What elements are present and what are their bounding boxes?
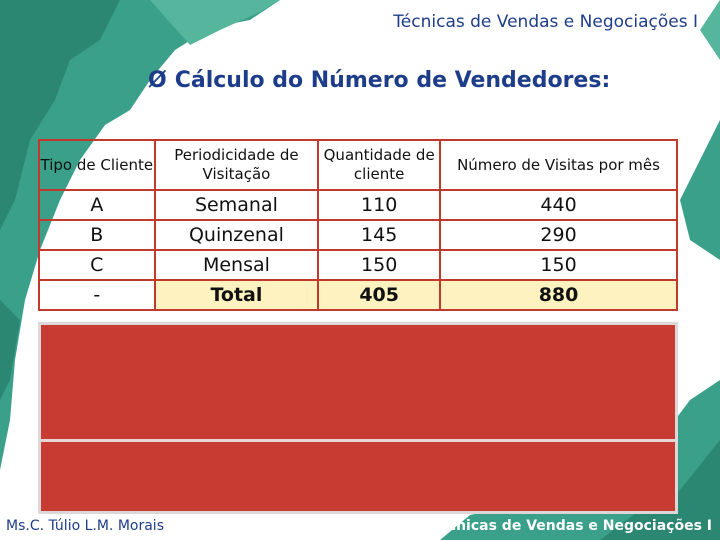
table-cell: C (39, 250, 155, 280)
table-cell: Semanal (155, 190, 319, 220)
footer-course: Técnicas de Vendas e Negociações I (430, 518, 712, 534)
table-cell: 290 (440, 220, 677, 250)
red-content-box (38, 322, 678, 514)
table-cell: Quinzenal (155, 220, 319, 250)
table-cell: B (39, 220, 155, 250)
total-clients-cell: 405 (318, 280, 440, 310)
total-row (39, 280, 677, 310)
data-table (38, 139, 678, 311)
header-title: Técnicas de Vendas e Negociações I (393, 12, 698, 32)
bullet-arrow-icon: Ø (148, 68, 167, 93)
table-row (39, 220, 677, 250)
column-header: Tipo de Cliente (39, 140, 155, 190)
column-header: Periodicidade de Visitação (155, 140, 319, 190)
slide-title-text: Cálculo do Número de Vendedores: (174, 68, 611, 93)
table-cell: - (39, 280, 155, 310)
table-cell: 440 (440, 190, 677, 220)
table-row (39, 190, 677, 220)
column-header: Quantidade de cliente (318, 140, 440, 190)
table-cell: 150 (318, 250, 440, 280)
table-cell: A (39, 190, 155, 220)
table-cell: 145 (318, 220, 440, 250)
divider (41, 439, 675, 442)
table-header-row (39, 140, 677, 190)
total-label-cell: Total (155, 280, 319, 310)
table-cell: 110 (318, 190, 440, 220)
footer-author: Ms.C. Túlio L.M. Morais (6, 518, 164, 534)
table-row (39, 250, 677, 280)
table-cell: Mensal (155, 250, 319, 280)
table-cell: 150 (440, 250, 677, 280)
total-visits-cell: 880 (440, 280, 677, 310)
column-header: Número de Visitas por mês (440, 140, 677, 190)
slide-title (148, 68, 610, 93)
